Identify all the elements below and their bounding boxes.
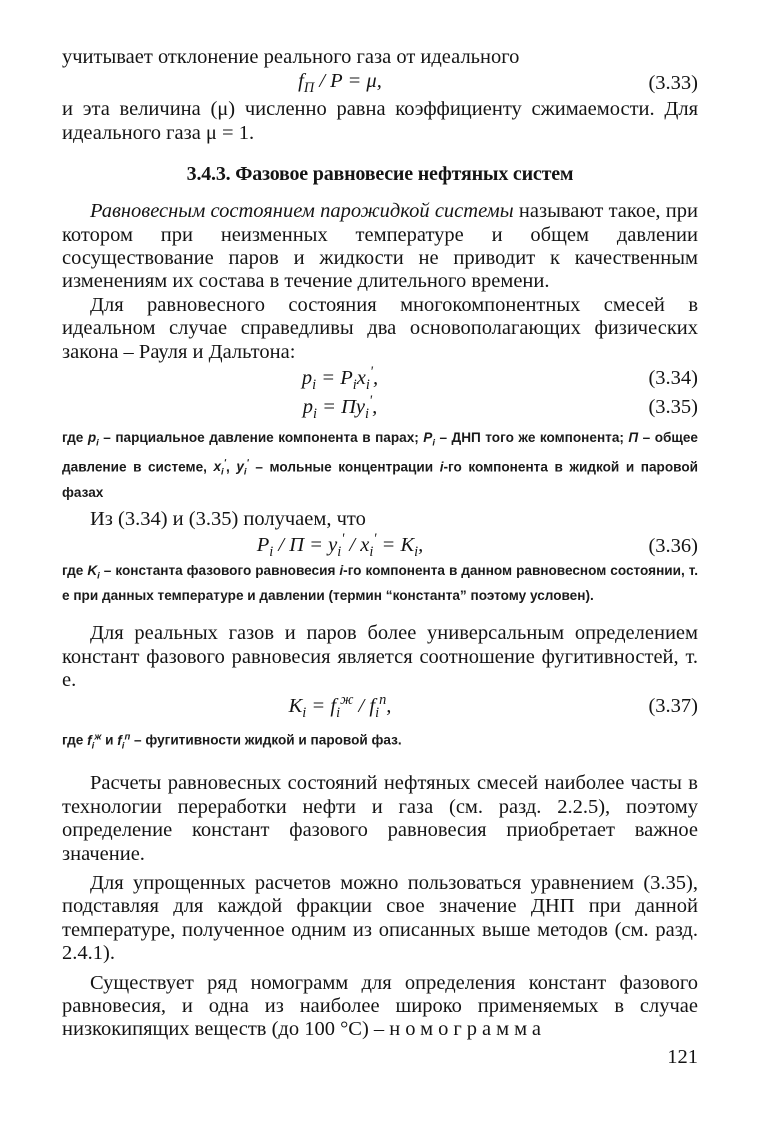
section-heading: 3.4.3. Фазовое равновесие нефтяных систем [186,163,574,186]
equation-3-33 [62,69,698,98]
equation-number: (3.35) [648,396,698,419]
paragraph-calculations: Расчеты равновесных состояний нефтяных смесей наиболее часты в технологии переработки нефти и газа (см. разд. 2.2.5), поэтому определение констант фазового равновесия приобретает важное значение. [62,772,698,865]
equation-number: (3.36) [648,534,698,557]
equation-number: (3.37) [648,695,698,718]
page-number: 121 [667,1046,698,1068]
equation-number: (3.33) [648,72,698,95]
paragraph-derivation: Из (3.34) и (3.35) получаем, что [90,508,366,531]
equation-expression: $p_i = Пy_i^ʹ$, [302,392,378,422]
defined-term: Равновесным состоянием парожидкой системы [90,200,514,223]
note-constant: где $K_i$ – константа фазового равновесия i-го компонента в данном равновесном состоянии, т. е при данных температуре и давлении (термин “константа” поэтому условен). [62,562,699,604]
page-body [62,46,698,1042]
paragraph-continuation: учитывает отклонение реального газа от идеального [62,46,520,68]
note-variables: где $p_i$ – парциальное давление компонента в парах; $P_i$ – ДНП того же компонента; П – общее давление в системе, $x_i^ʹ$, $y_i^ʹ$ – мольные концентрации i-го компонента в жидкой и паровой фазах [62,430,698,500]
nomogram-word: номограмма [389,1018,547,1041]
equation-3-37 [62,692,698,721]
paragraph-definition [62,200,698,294]
equation-expression: $f_П / P = \mu$, [298,70,382,97]
equation-3-34 [62,364,698,393]
equation-3-36 [62,532,698,561]
paragraph-mu: и эта величина (μ) численно равна коэффициенту сжимаемости. Для идеального газа μ = 1. [62,98,698,144]
equation-3-35 [62,393,698,422]
note-fugacity: где $f_i^ж$ и $f_i^п$ – фугитивности жидкой и паровой фаз. [62,731,402,752]
paragraph-nomograms [62,972,698,1042]
equation-number: (3.34) [648,367,698,390]
paragraph-simplified: Для упрощенных расчетов можно пользоваться уравнением (3.35), подставляя для каждой фракции свое значение ДНП при данной температуре, полученное одним из описанных выше методов (см. разд. 2.4.1). [62,872,698,965]
paragraph-laws: Для равновесного состояния многокомпонентных смесей в идеальном случае справедливы два основополагающих физических закона – Рауля и Дальтона: [62,293,698,363]
paragraph-real-gases: Для реальных газов и паров более универсальным определением констант фазового равновесия является соотношение фугитивностей, т. е. [62,622,698,691]
definition-text: называют такое, при котором при неизменных температуре и общем давлении сосуществование паров и жидкости не приводит к качественным изменениям их состава в течение длительного времени. [62,200,698,293]
equation-expression: $P_i / П = y_i^ʹ / x_i^ʹ = K_i$, [256,531,424,561]
equation-expression: $p_i = P_ix_i^ʹ$, [301,363,379,393]
nomogram-text: Существует ряд номограмм для определения констант фазового равновесия, и одна из наиболее широко применяемых в случае низкокипящих веществ (до 100 °С) – [62,971,698,1041]
equation-expression: $K_i = f_i^ж / f_i^п$, [288,691,392,721]
